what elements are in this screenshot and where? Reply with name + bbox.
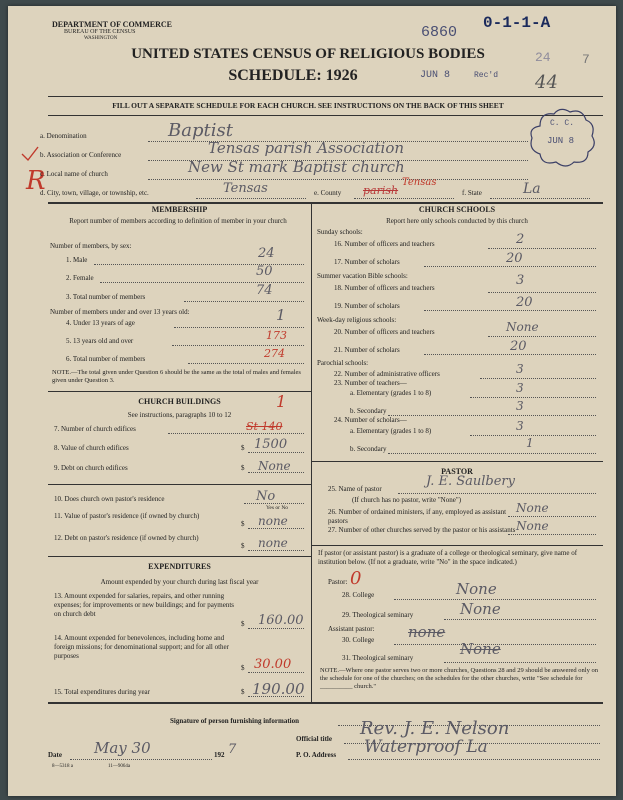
q1-value: 24 <box>258 246 275 261</box>
assistant-pastor-label: Assistant pastor: <box>328 625 375 633</box>
state-value: La <box>523 181 541 197</box>
expenditures-intro: Amount expended by your church during last fiscal year <box>100 578 259 586</box>
membership-heading: MEMBERSHIP <box>151 205 208 214</box>
q29-label: 29. Theological seminary <box>342 611 414 619</box>
association-value: Tensas parish Association <box>208 139 405 157</box>
received-date-stamp: JUN 8 <box>420 70 451 81</box>
buildings-heading: CHURCH BUILDINGS <box>138 397 221 406</box>
q27-value: None <box>516 519 549 533</box>
q23a-value: 3 <box>516 381 524 395</box>
schedule-title: SCHEDULE: 1926 <box>228 67 358 84</box>
summer-label: Summer vacation Bible schools: <box>317 272 408 280</box>
date-value: May 30 <box>94 739 151 757</box>
q11-label: 11. Value of pastor's residence (if owned by church) <box>54 512 200 520</box>
q16-value: 2 <box>516 232 525 247</box>
q30-value: none <box>408 623 446 641</box>
q11-value: none <box>258 514 288 528</box>
date-label: Date <box>48 751 62 759</box>
q15-value: 190.00 <box>252 680 305 698</box>
q25-hint: (If church has no pastor, write "None") <box>352 496 462 504</box>
q18-label: 18. Number of officers and teachers <box>334 284 435 292</box>
q22-value: 3 <box>516 362 524 376</box>
q8-dollar: $ <box>241 444 245 452</box>
graduate-note: If pastor (or assistant pastor) is a graduate of a college or theological seminary, give name of institution below. (If not a graduate, write "No" in the space indicated.) <box>318 549 578 566</box>
buildings-intro: See instructions, paragraphs 10 to 12 <box>127 411 232 419</box>
dept-label: DEPARTMENT OF COMMERCE <box>52 20 173 29</box>
q21-value: 20 <box>510 339 527 354</box>
q12-value: none <box>258 536 288 550</box>
q31-label: 31. Theological seminary <box>342 654 414 662</box>
schedule-code: 0-1-1-A <box>483 14 551 32</box>
schools-heading: CHURCH SCHOOLS <box>418 205 496 214</box>
q7-label: 7. Number of church edifices <box>54 425 136 433</box>
q11-dollar: $ <box>241 520 245 528</box>
q2-value: 50 <box>256 264 273 279</box>
state-label: f. State <box>462 189 482 197</box>
received-stamp: Rec'd <box>474 71 499 80</box>
q6-value: 274 <box>264 347 285 360</box>
po-address-value: Waterproof La <box>364 737 488 757</box>
q9-value: None <box>258 459 291 473</box>
q19-label: 19. Number of scholars <box>334 302 400 310</box>
pastor-note: NOTE.—Where one pastor serves two or more churches, Questions 28 and 29 should be answered only on the schedule for one of the churches; on the schedules for the other churches, write "See schedule for __________ church." <box>320 667 598 690</box>
q24-label: 24. Number of scholars— <box>334 416 407 424</box>
q25-label: 25. Name of pastor <box>328 485 382 493</box>
cc-stamp-date: JUN 8 <box>547 136 575 146</box>
q3-label: 3. Total number of members <box>66 293 146 301</box>
margin-number-7: 7 <box>582 52 590 67</box>
red-mark-r: R <box>26 166 46 196</box>
q31-value: None <box>460 640 501 658</box>
census-schedule-page <box>8 6 616 796</box>
official-title-value: Rev. J. E. Nelson <box>360 718 510 739</box>
q19-value: 20 <box>516 295 533 310</box>
q21-label: 21. Number of scholars <box>334 346 400 354</box>
q7-value: 1 <box>276 392 287 411</box>
q8-value: 1500 <box>254 437 288 452</box>
q20-value: None <box>506 320 539 334</box>
po-address-label: P. O. Address <box>296 751 337 759</box>
q20-label: 20. Number of officers and teachers <box>334 328 435 336</box>
q29-value: None <box>460 600 501 618</box>
q10-value: No <box>256 489 276 504</box>
q26-value: None <box>516 501 549 515</box>
q17-value: 20 <box>506 251 523 266</box>
q13-label: 13. Amount expended for salaries, repairs, and other running expenses; for improvements or new buildings; and for payments on church debt <box>54 592 235 618</box>
q4-value: 1 <box>276 306 286 324</box>
q3-value: 74 <box>256 283 273 298</box>
county-value: Tensas <box>402 177 437 188</box>
q23-label: 23. Number of teachers— <box>334 379 407 387</box>
county-label: e. County <box>314 189 342 197</box>
q9-label: 9. Debt on church edifices <box>54 464 128 472</box>
q9-dollar: $ <box>241 464 245 472</box>
pastor-label: Pastor: <box>328 578 348 586</box>
q10-label: 10. Does church own pastor's residence <box>54 495 165 503</box>
q15-label: 15. Total expenditures during year <box>54 688 150 696</box>
schools-intro: Report here only schools conducted by this church <box>386 217 528 225</box>
city-value: Tensas <box>223 181 268 196</box>
q17-label: 17. Number of scholars <box>334 258 400 266</box>
q26-label: 26. Number of ordained ministers, if any, employed as assistant pastors <box>328 508 507 525</box>
q18-value: 3 <box>516 273 525 288</box>
cc-stamp-label: C. C. <box>550 119 575 128</box>
city-label: d. City, town, village, or township, etc. <box>40 189 149 197</box>
q24a-value: 3 <box>516 419 524 433</box>
denomination-label: a. Denomination <box>40 132 87 140</box>
margin-number-24: 24 <box>535 50 551 65</box>
red-circle-mark: 0 <box>350 568 362 589</box>
margin-number-44: 44 <box>535 72 558 93</box>
q16-label: 16. Number of officers and teachers <box>334 240 435 248</box>
parochial-label: Parochial schools: <box>317 359 369 367</box>
q5-value: 173 <box>266 329 287 342</box>
by-sex-label: Number of members, by sex: <box>50 242 132 250</box>
year-label: 192 <box>214 751 225 759</box>
q15-dollar: $ <box>241 688 245 696</box>
official-title-label: Official title <box>296 735 332 743</box>
pastor-heading: PASTOR <box>441 467 473 476</box>
q6-label: 6. Total number of members <box>66 355 146 363</box>
local-name-label: c. Local name of church <box>40 170 108 178</box>
red-check-icon <box>20 144 40 164</box>
q13-dollar: $ <box>241 620 245 628</box>
membership-intro: Report number of members according to definition of member in your church <box>69 217 287 225</box>
weekday-label: Week-day religious schools: <box>317 316 397 324</box>
bureau-label: BUREAU OF THE CENSUS <box>64 29 136 35</box>
q13-value: 160.00 <box>258 613 304 628</box>
q28-label: 28. College <box>342 591 375 599</box>
q24b-value: 1 <box>526 436 534 450</box>
form-number: 8—5318 a <box>52 764 73 769</box>
q30-label: 30. College <box>342 636 375 644</box>
q23a-label: a. Elementary (grades 1 to 8) <box>350 389 432 397</box>
fill-out-instruction: FILL OUT A SEPARATE SCHEDULE FOR EACH CHURCH. SEE INSTRUCTIONS ON THE BACK OF THIS SHEET <box>112 101 504 110</box>
q2-label: 2. Female <box>66 274 94 282</box>
q14-label: 14. Amount expended for benevolences, including home and foreign missions; for denominational support; and for all other purposes <box>54 634 229 660</box>
q25-value: J. E. Saulbery <box>426 474 515 489</box>
association-label: b. Association or Conference <box>40 151 122 159</box>
q4-label: 4. Under 13 years of age <box>66 319 135 327</box>
q27-label: 27. Number of other churches served by the pastor or his assistants <box>328 526 516 534</box>
q10-hint: Yes or No <box>266 505 289 511</box>
signature-label: Signature of person furnishing information <box>170 717 299 725</box>
q1-label: 1. Male <box>66 256 88 264</box>
q14-dollar: $ <box>241 664 245 672</box>
county-struck-value: parish <box>363 184 399 197</box>
q8-label: 8. Value of church edifices <box>54 444 129 452</box>
under-over-label: Number of members under and over 13 years old: <box>50 308 190 316</box>
form-number-2: 11—9064a <box>108 764 131 769</box>
q28-value: None <box>456 580 497 598</box>
membership-note: NOTE.—The total given under Question 6 should be the same as the total of males and females given under Question 3. <box>52 369 301 384</box>
city-label: WASHINGTON <box>84 36 118 41</box>
document-title: UNITED STATES CENSUS OF RELIGIOUS BODIES <box>131 46 485 62</box>
q24a-label: a. Elementary (grades 1 to 8) <box>350 427 432 435</box>
q23b-value: 3 <box>516 399 524 413</box>
q12-dollar: $ <box>241 542 245 550</box>
expenditures-heading: EXPENDITURES <box>148 562 211 571</box>
q24b-label: b. Secondary <box>350 445 387 453</box>
local-name-value: New St mark Baptist church <box>188 158 405 176</box>
sunday-label: Sunday schools: <box>317 228 363 236</box>
q14-value: 30.00 <box>254 657 292 672</box>
q7-struck-value: St 140 <box>246 420 283 433</box>
year-digit: 7 <box>228 742 237 757</box>
stamp-number: 6860 <box>421 24 458 41</box>
denomination-value: Baptist <box>168 120 233 141</box>
q23b-label: b. Secondary <box>350 407 387 415</box>
q5-label: 5. 13 years old and over <box>66 337 134 345</box>
q12-label: 12. Debt on pastor's residence (if owned by church) <box>54 534 199 542</box>
q22-label: 22. Number of administrative officers <box>334 370 440 378</box>
